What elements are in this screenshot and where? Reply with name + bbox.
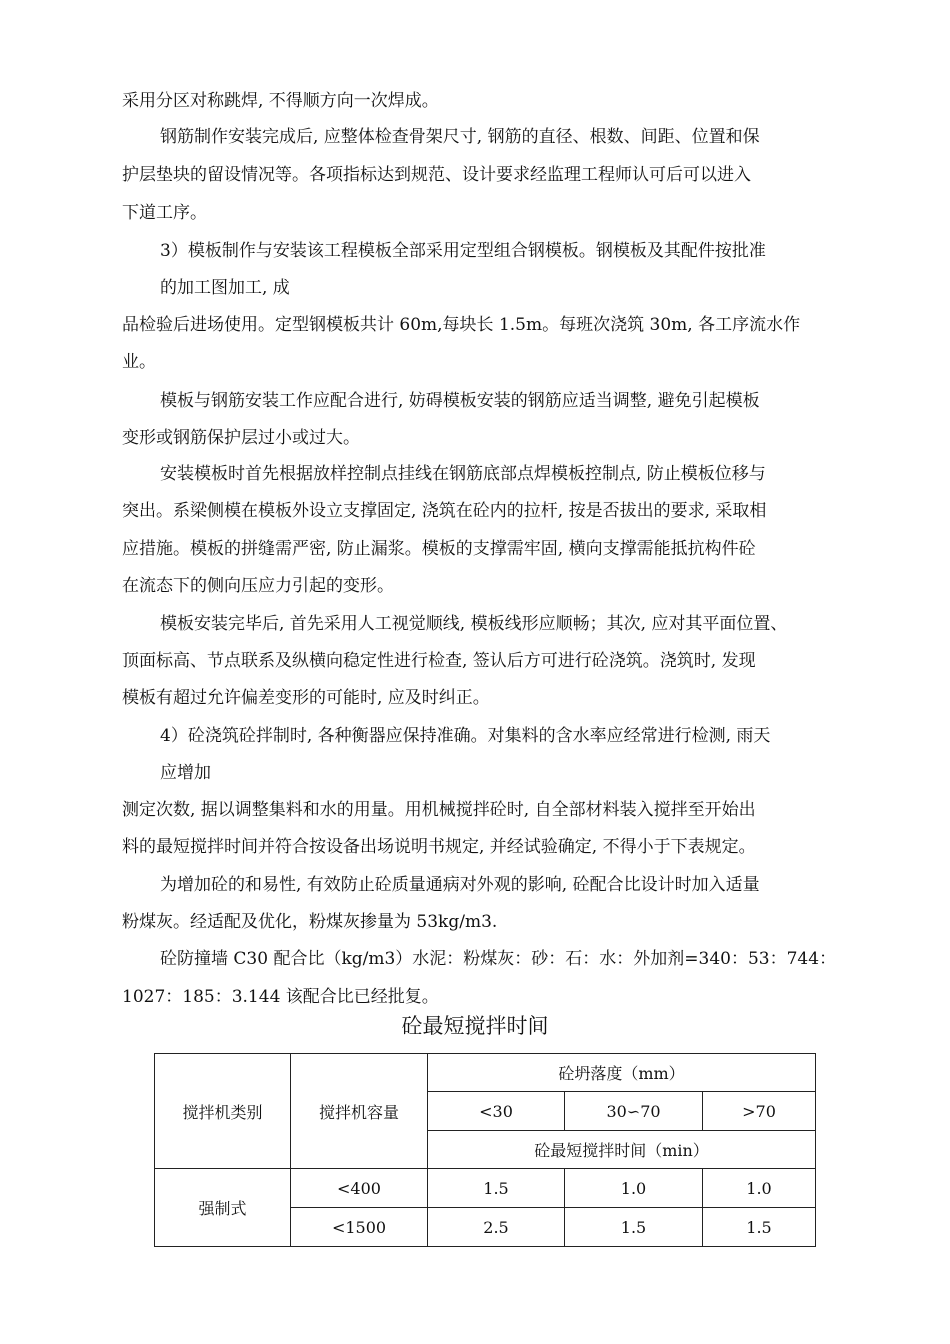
text-line: 测定次数, 据以调整集料和水的用量。用机械搅拌砼时, 自全部材料装入搅拌至开始出 xyxy=(122,800,756,820)
text-line: 1027：185：3.144 该配合比已经批复。 xyxy=(122,987,439,1007)
header-mixer-capacity: 搅拌机容量 xyxy=(291,1054,428,1169)
mixing-time-table xyxy=(154,1053,816,1247)
cell-value: 1.5 xyxy=(703,1208,816,1247)
header-mixer-type: 搅拌机类别 xyxy=(155,1054,291,1169)
text-line: 应措施。模板的拼缝需严密, 防止漏浆。模板的支撑需牢固, 横向支撑需能抵抗构件砼 xyxy=(122,539,756,559)
text-line: 品检验后进场使用。定型钢模板共计 60m,每块长 1.5m。每班次浇筑 30m, 各工序流水作 xyxy=(122,315,801,335)
text-line: 模板与钢筋安装工作应配合进行, 妨碍模板安装的钢筋应适当调整, 避免引起模板 xyxy=(160,391,760,411)
text-line: 顶面标高、节点联系及纵横向稳定性进行检查, 签认后方可进行砼浇筑。浇筑时, 发现 xyxy=(122,651,756,671)
text-line: 安装模板时首先根据放样控制点挂线在钢筋底部点焊模板控制点, 防止模板位移与 xyxy=(160,464,766,484)
text-line: 的加工图加工, 成 xyxy=(160,278,290,298)
text-line: 料的最短搅拌时间并符合按设备出场说明书规定, 并经试验确定, 不得小于下表规定。 xyxy=(122,837,756,857)
cell-value: 1.5 xyxy=(565,1208,703,1247)
text-line: 钢筋制作安装完成后, 应整体检查骨架尺寸, 钢筋的直径、根数、间距、位置和保 xyxy=(160,127,760,147)
cell-value: 1.0 xyxy=(565,1169,703,1208)
cell-value: 1.5 xyxy=(428,1169,565,1208)
text-line: 在流态下的侧向压应力引起的变形。 xyxy=(122,576,394,596)
cell-value: 2.5 xyxy=(428,1208,565,1247)
table-title: 砼最短搅拌时间 xyxy=(401,1014,549,1038)
cell-capacity: <400 xyxy=(291,1169,428,1208)
cell-mixer-type: 强制式 xyxy=(155,1169,291,1247)
text-line: 3）模板制作与安装该工程模板全部采用定型组合钢模板。钢模板及其配件按批准 xyxy=(160,241,766,261)
header-slump-col: <30 xyxy=(428,1092,565,1131)
text-line: 业。 xyxy=(122,352,156,372)
text-line: 变形或钢筋保护层过小或过大。 xyxy=(122,428,360,448)
cell-capacity: <1500 xyxy=(291,1208,428,1247)
text-line: 模板有超过允许偏差变形的可能时, 应及时纠正。 xyxy=(122,688,490,708)
header-min-mixing-time: 砼最短搅拌时间（min） xyxy=(428,1131,816,1169)
text-line: 4）砼浇筑砼拌制时, 各种衡器应保持准确。对集料的含水率应经常进行检测, 雨天 xyxy=(160,726,771,746)
text-line: 模板安装完毕后, 首先采用人工视觉顺线, 模板线形应顺畅；其次, 应对其平面位置、 xyxy=(160,614,788,634)
text-line: 护层垫块的留设情况等。各项指标达到规范、设计要求经监理工程师认可后可以进入 xyxy=(122,165,751,185)
header-slump-col: 30∽70 xyxy=(565,1092,703,1131)
table-row xyxy=(155,1169,816,1208)
text-line: 粉煤灰。经适配及优化，粉煤灰掺量为 53kg/m3. xyxy=(122,912,498,932)
text-line: 突出。系梁侧模在模板外设立支撑固定, 浇筑在砼内的拉杆, 按是否拔出的要求, 采取相 xyxy=(122,501,767,521)
header-slump-col: >70 xyxy=(703,1092,816,1131)
cell-value: 1.0 xyxy=(703,1169,816,1208)
text-line: 采用分区对称跳焊, 不得顺方向一次焊成。 xyxy=(122,91,439,111)
header-slump: 砼坍落度（mm） xyxy=(428,1054,816,1092)
text-line: 下道工序。 xyxy=(122,203,207,223)
text-line: 应增加 xyxy=(160,763,211,783)
text-line: 砼防撞墙 C30 配合比（kg/m3）水泥：粉煤灰：砂：石：水：外加剂=340：53：744： xyxy=(160,949,837,969)
text-line: 为增加砼的和易性, 有效防止砼质量通病对外观的影响, 砼配合比设计时加入适量 xyxy=(160,875,760,895)
